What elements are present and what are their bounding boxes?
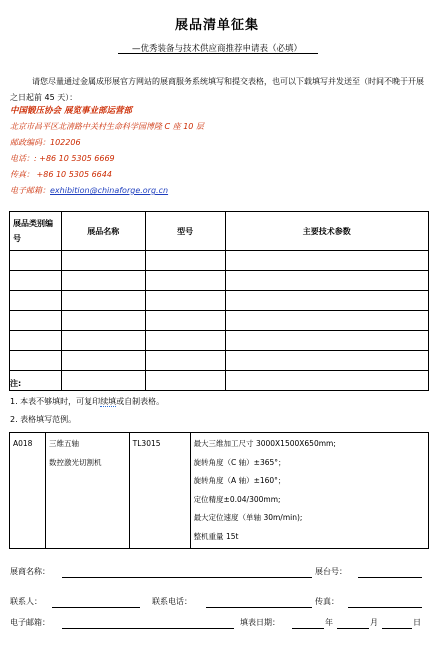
product-cell-product-name[interactable] xyxy=(61,371,145,391)
intro-paragraph: 请您尽量通过金属成形展官方网站的展商服务系统填写和提交表格，也可以下载填写并发送至（时间不晚于开展之日起前 45 天）： xyxy=(10,77,424,102)
product-cell-category-code[interactable] xyxy=(10,251,62,271)
note-1-c: 或自制表格。 xyxy=(116,397,165,406)
example-row xyxy=(10,433,429,549)
fill-date-day-field[interactable] xyxy=(382,628,412,629)
note-2: 2. 表格填写范例。 xyxy=(10,415,77,424)
contact-person-field[interactable] xyxy=(52,607,140,608)
product-table-row xyxy=(10,371,429,391)
product-cell-tech-params[interactable] xyxy=(225,371,429,391)
contact-fax: 传真： +86 10 5305 6644 xyxy=(10,170,112,179)
product-cell-tech-params[interactable] xyxy=(225,251,429,271)
header-category-code: 展品类别编号 xyxy=(10,212,62,251)
contact-phone: 电话：: +86 10 5305 6669 xyxy=(10,154,115,163)
contact-email-link[interactable]: exhibition@chinaforge.org.cn xyxy=(50,186,169,195)
note-1 xyxy=(10,396,164,407)
product-cell-category-code[interactable] xyxy=(10,291,62,311)
product-table xyxy=(9,211,429,391)
contact-organization: 中国锻压协会 展览事业部运营部 xyxy=(10,106,132,116)
company-name-label: 展商名称： xyxy=(10,567,50,576)
product-cell-model[interactable] xyxy=(145,371,225,391)
email-field[interactable] xyxy=(62,628,234,629)
example-param: 旋转角度（C 轴）±365°； xyxy=(193,457,286,467)
product-cell-category-code[interactable] xyxy=(10,331,62,351)
product-cell-model[interactable] xyxy=(145,291,225,311)
product-table-body xyxy=(10,251,429,391)
product-cell-tech-params[interactable] xyxy=(225,351,429,371)
example-param: 旋转角度（A 轴）±160°； xyxy=(193,476,286,485)
example-name-line2: 数控激光切割机 xyxy=(48,457,102,467)
page-subtitle: —优秀装备与技术供应商推荐申请表（必填） xyxy=(131,44,302,54)
header-product-name: 展品名称 xyxy=(61,212,145,251)
product-cell-product-name[interactable] xyxy=(61,291,145,311)
note-1-b: 续填 xyxy=(100,397,117,406)
product-cell-tech-params[interactable] xyxy=(225,291,429,311)
contact-phone-label: 联系电话： xyxy=(152,597,192,606)
example-param: 最大三维加工尺寸 3000X1500X650mm; xyxy=(193,439,336,448)
product-cell-tech-params[interactable] xyxy=(225,311,429,331)
example-code: A018 xyxy=(10,433,46,549)
contact-address: 北京市昌平区北清路中关村生命科学园博隆 C 座 10 层 xyxy=(10,122,204,131)
header-model: 型号 xyxy=(145,212,225,251)
page-title: 展品清单征集 xyxy=(174,18,259,33)
example-param: 定位精度±0.04/300mm; xyxy=(193,494,281,504)
product-table-row xyxy=(10,251,429,271)
fill-date-month-field[interactable] xyxy=(337,628,369,629)
example-params xyxy=(190,433,428,549)
fill-date-year-field[interactable] xyxy=(292,628,324,629)
example-table xyxy=(9,432,429,549)
product-cell-product-name[interactable] xyxy=(61,331,145,351)
product-cell-model[interactable] xyxy=(145,271,225,291)
product-cell-model[interactable] xyxy=(145,311,225,331)
example-param: 最大定位速度（单轴 30m/min); xyxy=(193,513,303,522)
product-cell-product-name[interactable] xyxy=(61,271,145,291)
product-table-row xyxy=(10,331,429,351)
product-cell-model[interactable] xyxy=(145,331,225,351)
fill-date-month-unit: 月 xyxy=(370,618,378,627)
notes-heading: 注: xyxy=(10,379,22,388)
fill-date-day-unit: 日 xyxy=(413,618,421,627)
company-name-field[interactable] xyxy=(62,577,312,578)
product-table-header-row xyxy=(10,212,429,251)
example-model: TL3015 xyxy=(129,433,190,549)
fill-date-label: 填表日期： xyxy=(240,618,280,627)
product-cell-product-name[interactable] xyxy=(61,311,145,331)
product-table-row xyxy=(10,351,429,371)
contact-person-label: 联系人： xyxy=(10,597,42,606)
contact-email-row xyxy=(10,185,168,196)
booth-number-label: 展台号： xyxy=(315,567,347,576)
product-cell-tech-params[interactable] xyxy=(225,331,429,351)
fill-date-year-unit: 年 xyxy=(325,618,333,627)
product-cell-tech-params[interactable] xyxy=(225,271,429,291)
note-1-a: 1. 本表不够填时，可复印 xyxy=(10,397,101,406)
example-param: 整机重量 15t xyxy=(193,531,239,541)
fax-label: 传真： xyxy=(315,597,339,606)
product-table-row xyxy=(10,271,429,291)
product-table-row xyxy=(10,311,429,331)
product-cell-product-name[interactable] xyxy=(61,351,145,371)
fax-field[interactable] xyxy=(348,607,422,608)
contact-phone-field[interactable] xyxy=(206,607,312,608)
product-cell-category-code[interactable] xyxy=(10,351,62,371)
header-tech-params: 主要技术参数 xyxy=(225,212,429,251)
contact-postcode: 邮政编码：102206 xyxy=(10,138,81,147)
product-table-row xyxy=(10,291,429,311)
example-name-line1: 三维五轴 xyxy=(48,439,79,448)
product-cell-product-name[interactable] xyxy=(61,251,145,271)
booth-number-field[interactable] xyxy=(358,577,422,578)
product-cell-category-code[interactable] xyxy=(10,311,62,331)
email-label: 电子邮箱： xyxy=(10,618,50,627)
product-cell-model[interactable] xyxy=(145,351,225,371)
contact-email-label: 电子邮箱： xyxy=(10,186,50,195)
product-cell-model[interactable] xyxy=(145,251,225,271)
product-cell-category-code[interactable] xyxy=(10,271,62,291)
subtitle-underline xyxy=(118,53,318,54)
example-name xyxy=(45,433,129,549)
